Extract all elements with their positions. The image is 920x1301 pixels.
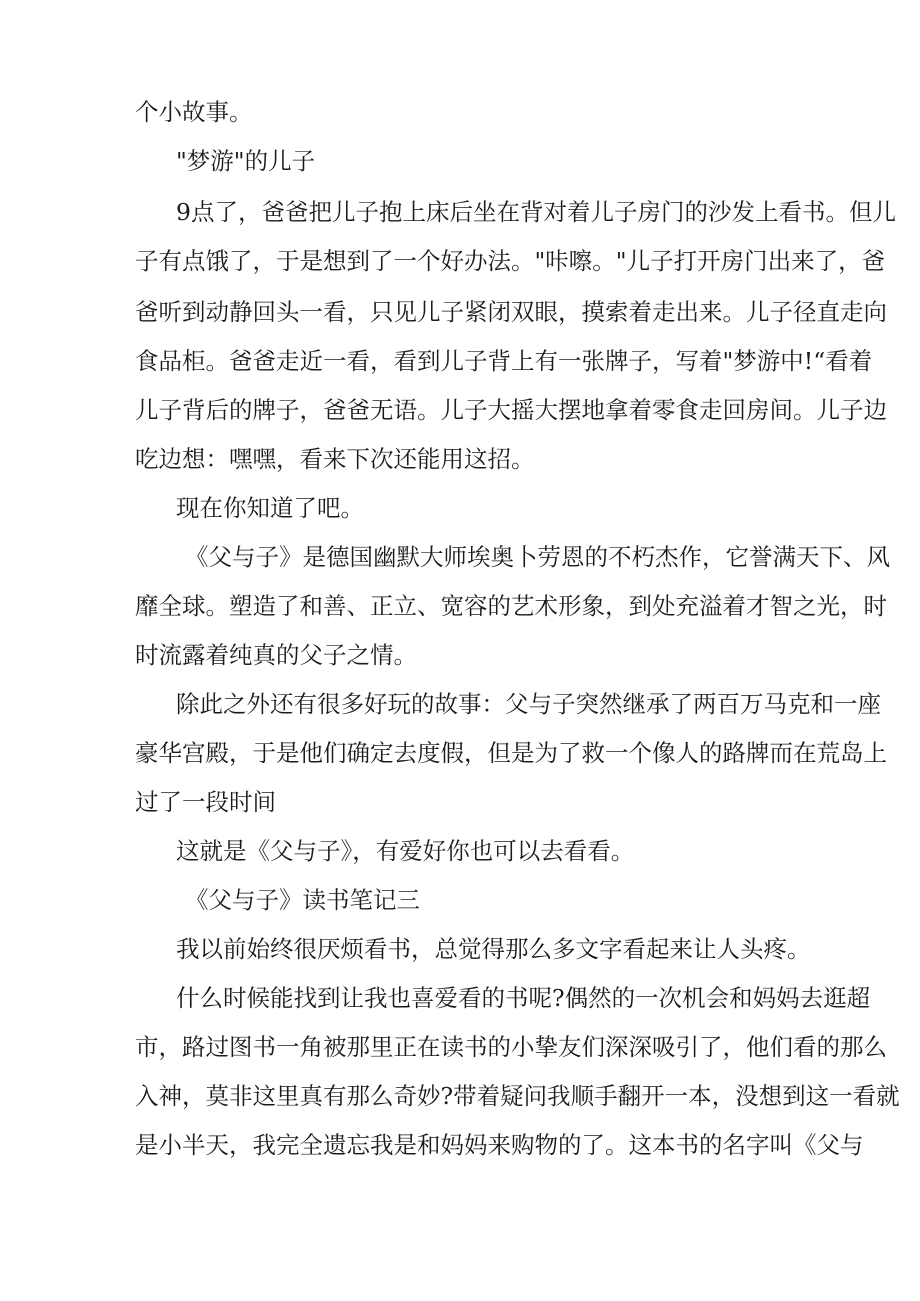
text-line: 时流露着纯真的父子之情。 bbox=[135, 641, 417, 669]
text-line: 食品柜。爸爸走近一看，看到儿子背上有一张牌子，写着"梦游中!“看着 bbox=[135, 347, 873, 375]
text-line: 个小故事。 bbox=[135, 98, 253, 126]
text-line: 豪华宫殿，于是他们确定去度假，但是为了救一个像人的路牌而在荒岛上 bbox=[135, 739, 887, 767]
text-line: 《父与子》是德国幽默大师埃奥卜劳恩的不朽杰作，它誉满天下、风 bbox=[185, 543, 890, 571]
text-line: 这就是《父与子》，有爱好你也可以去看看。 bbox=[176, 837, 635, 865]
text-line: 9点了，爸爸把儿子抱上床后坐在背对着儿子房门的沙发上看书。但儿 bbox=[176, 198, 896, 226]
text-line: 子有点饿了，于是想到了一个好办法。"咔嚓。"儿子打开房门出来了，爸 bbox=[135, 247, 886, 275]
text-line: 现在你知道了吧。 bbox=[176, 494, 364, 522]
section-heading: 《父与子》读书笔记三 bbox=[185, 886, 420, 914]
text-line: 儿子背后的牌子，爸爸无语。儿子大摇大摆地拿着零食走回房间。儿子边 bbox=[135, 396, 887, 424]
story-title: "梦游"的儿子 bbox=[176, 147, 316, 175]
text-line: 靡全球。塑造了和善、正立、宽容的艺术形象，到处充溢着才智之光，时 bbox=[135, 592, 887, 620]
text-line: 我以前始终很厌烦看书，总觉得那么多文字看起来让人头疼。 bbox=[176, 935, 811, 963]
text-line: 过了一段时间 bbox=[135, 788, 276, 816]
text-line: 是小半天，我完全遗忘我是和妈妈来购物的了。这本书的名字叫《父与 bbox=[135, 1131, 864, 1159]
text-line: 吃边想：嘿嘿，看来下次还能用这招。 bbox=[135, 445, 535, 473]
text-line: 入神，莫非这里真有那么奇妙?带着疑问我顺手翻开一本，没想到这一看就 bbox=[135, 1082, 900, 1110]
text-line: 爸听到动静回头一看，只见儿子紧闭双眼，摸索着走出来。儿子径直走向 bbox=[135, 298, 887, 326]
text-line: 什么时候能找到让我也喜爱看的书呢?偶然的一次机会和妈妈去逛超 bbox=[176, 984, 871, 1012]
text-line: 市，路过图书一角被那里正在读书的小挚友们深深吸引了，他们看的那么 bbox=[135, 1033, 887, 1061]
text-line: 除此之外还有很多好玩的故事：父与子突然继承了两百万马克和一座 bbox=[176, 690, 881, 718]
